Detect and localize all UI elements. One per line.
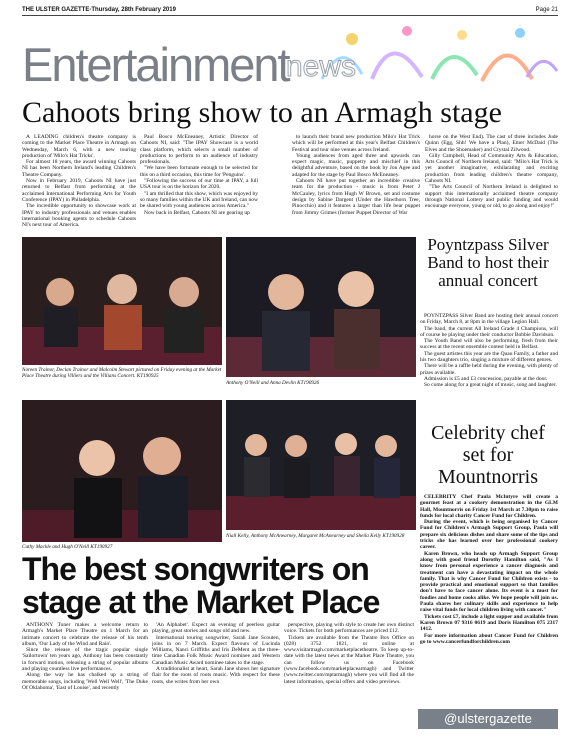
headline-poyntzpass: Poyntzpass Silver Band to host their annual concert [427,235,549,290]
paragraph: horse on the West End). The cast of three includes Jude Quinn (Egg, Shh! We have a Plan), Emer McDaid (The Elves and the Shoemaker) and Crystal Zilwood. [425,134,558,153]
paragraph: During the event, which is being organised by Cancer Fund for Children's Armagh Support Group, Paula will prepare six delicious dishes and share some of the tips and tricks she has learned over her professional cookery career. [420,519,558,551]
photo-image [22,237,222,365]
masthead-title: THE ULSTER GAZETTE-Thursday, 28th February 2019 [22,7,176,13]
paragraph: Now in February 2019, Cahoots NI have just returned to Belfast from performing at the acclaimed International Performing Arts for Youth Conference (IPAY) in Philadelphia. [22,178,136,203]
paragraph: Since the release of the tragic popular single 'Sailortown' ten years ago, Anthony has been constantly in forward motion, releasing a string of popular albums and playing countless live performances. [22,647,148,673]
paragraph: "We have been fortunate enough to be selected for this on a third occasion, this time for 'Penguins'. [140,165,258,178]
songwriters-col-2 [152,622,280,732]
paragraph: Now back in Belfast, Cahoots NI are gearing up [144,209,250,216]
paragraph: The guest artistes this year are the Quau Family, a father and his two daughters trio, singing a mixture of different genres. [420,350,558,364]
cahoots-col-3 [292,134,420,234]
paragraph: CELEBRITY Chef Paula McIntyre will create a gourmet feast at a cookery demonstration in the GLM Hall, Mountnorris on Friday 1st March at 7.30pm to raise funds for local charity Cancer Fund for Children. [420,494,558,519]
paragraph: For almost 18 years, the award winning Cahoots NI has been Northern Ireland's leading Children's Theatre Company. [22,159,136,178]
paragraph: A traditionalist at heart, Sarah Jane shows her signature flair for the roots of roots music. With respect for these roots, she writes from her own [152,666,280,685]
paragraph: The Youth Band will also be performing, fresh from their success at the recent ensemble contest held in Belfast. [420,338,558,351]
paragraph: "The Arts Council of Northern Ireland is delighted to support this internationally acclaimed theatre company through National Lottery and public funding and would encourage everyone, young or old, to go along and enjoy!" [425,184,558,210]
headline-songwriters: The best songwriters on stage at the Market Place [22,551,380,620]
caption-1: Noreen Trainor, Declan Trainor and Malcolm Stewart pictured on Friday evening at the Market Place Theatre during Villiers and the Villians Concert. KT190925 [22,367,222,379]
section-banner [22,19,558,95]
paragraph: "I am thrilled that this show, which was enjoyed by so many families within the UK and Ireland, can now be shared with young audiences across America." [140,190,258,210]
banner-word-news: news [286,50,357,83]
paragraph: Paul Bosco McEneaney, Artistic Director of Cahoots NI, said: "The IPAY Showcase is a world class platform, which selects a small number of productions to perform to an audience of industry professionals. [140,134,258,166]
photo-oneill-devlin [226,237,416,377]
paragraph: Cahoots NI have put together an incredible creative team for the production - music is from Peter J McCauley, lyrics from Hugh W Brown, set and costume design by Sabine Dargent (Under the Hawthorn Tree, Pinocchio) and it features a larger than life bear puppet from Jimmy Grimes (former Puppet Director of War [292,178,420,216]
paragraph: Along the way he has chalked up a string of memorable songs, including 'Well Well Well', 'The Duke Of Oklahoma', 'East of Louise', and recently [22,672,148,691]
twitter-handle-badge[interactable]: @ulstergazette [418,709,558,729]
masthead-rule [22,15,558,16]
cahoots-col-1 [22,134,136,234]
photo-image [22,400,222,542]
paragraph: Karen Brown, who heads up Armagh Support Group along with good friend Dorothy Hamilton said, "As I know from personal experience a cancer diagnosis and treatment can have a devastating impact on the whole family. That is why Cancer Fund for Children exists - to provide practical and emotional support so that families don't have to face cancer alone. Its event is a must for foodies and home cooks alike. We hope people will join us. Paula shares her culinary skills and experience to help raise vital funds for local children living with cancer." [420,550,558,614]
photo-kelly-mcanearney [226,400,416,530]
paragraph: ANTHONY Toner makes a welcome return to Armagh's Market Place Theatre on 1 March for an intimate concert to celebrate the release of his tenth album, 'Our Lady of the Wind and Rain'. [22,622,148,647]
cahoots-col-2 [140,134,258,234]
paragraph: For more information about Cancer Fund for Children go to www.cancerfundforchildren.com [420,632,558,645]
paragraph: So come along for a great night of music, song and laughter. [424,382,557,389]
songwriters-col-3 [284,622,414,732]
page-number: Page 21 [535,7,558,13]
photo-trainor-stewart [22,237,222,365]
paragraph: A LEADING children's theatre company is coming to the Market Place Theatre in Armagh on Wednesday, March 6, with a new touring production of 'Milo's Hat Tricks'. [22,134,136,159]
paragraph: Tickets cost £7, include a light supper and available from Karen Brown 07 9316 0619 and Doris Hamilton 075 2317 1412. [420,613,558,633]
caption-2: Anthony O'Neill and Anna Devlin KT190926 [226,380,320,386]
paragraph: International touring songwriter, Sarah Jane Scouten, joins in on 7 March. Expect flavours of Lucinda Williams, Nanci Griffiths and Iris DeMent as the three-time Canadian Folk Music Award nominee and Western Canadian Music Award nominee takes to the stage. [152,634,280,666]
masthead [22,4,558,15]
paragraph: to launch their brand new production Milo's Hat Trick which will be performed at this year's Belfast Children's Festival and tour nine venues across Ireland. [292,134,420,153]
paragraph: Admission is £5 and £3 concession, payable at the door. [424,375,548,382]
paragraph: Gilly Campbell, Head of Community Arts & Education, Arts Council of Northern Ireland, said: "Milo's Hat Trick is yet another imaginative, exhilarating and exciting production from leading children's theatre company, Cahoots NI. [425,152,558,185]
headline-cahoots: Cahoots bring show to an Armagh stage [22,96,502,129]
caption-4: Niall Kelly, Anthony McAnearney, Margaret McAnearney and Sheila Kelly KT190928 [226,533,405,539]
banner-word-entertainment: Entertainment [22,38,289,91]
cahoots-col-4 [425,134,558,234]
paragraph: POYNTZPASS Silver Band are hosting their annual concert on Friday, March 8, at 8pm in the village Legion Hall. [420,313,558,326]
paragraph: perspective, playing with style to create her own distinct voice. Tickets for both performances are priced £12. [284,622,414,635]
paragraph: Tickets are available from the Theatre Box Office on (028) 3752 1821, or online at www.visitarmagh.com/marketplacetheatre. To keep up-to-date with the latest news at the Market Place Theatre, you can follow us on Facebook (www.facebook.com/marketplacearmagh) and Twitter (www.twitter.com/mptarmagh) where you will find all the latest information, special offers and video previews. [284,634,414,685]
paragraph: Young audiences from aged three and upwards can expect magic, music, puppetry and mischief in this delightful adventure, based on the book by Jon Agee and adapted for the stage by Paul Bosco McEneaney. [292,152,420,178]
headline-celebrity-chef: Celebrity chef set for Mountnorris [431,422,545,488]
photo-image [226,400,416,530]
paragraph: There will be a raffle held during the evening, with plenty of prizes available. [420,363,558,376]
photo-image [226,237,416,377]
photo-mackle-oneill [22,400,222,542]
paragraph: The band, the current All Ireland Grade 4 Champions, will of course be playing under their conductor Bobbie Davidson. [420,325,558,338]
caption-3: Cathy Mackle and Hugh O'Neill KT190927 [22,544,113,550]
paragraph: The incredible opportunity to showcase work at IPAY to industry professionals and venues enables international booking agents to schedule Cahoots NI's next tour of America. [22,203,136,229]
paragraph: 'An Alphabet'. Expect an evening of peerless guitar playing, great stories and songs old and new. [152,622,280,635]
songwriters-col-1 [22,622,148,732]
celebrity-body [420,494,558,705]
paragraph: "Following the success of our time at IPAY, a full USA tour is on the horizon for 2020. [140,178,258,191]
poyntzpass-body [420,313,558,419]
